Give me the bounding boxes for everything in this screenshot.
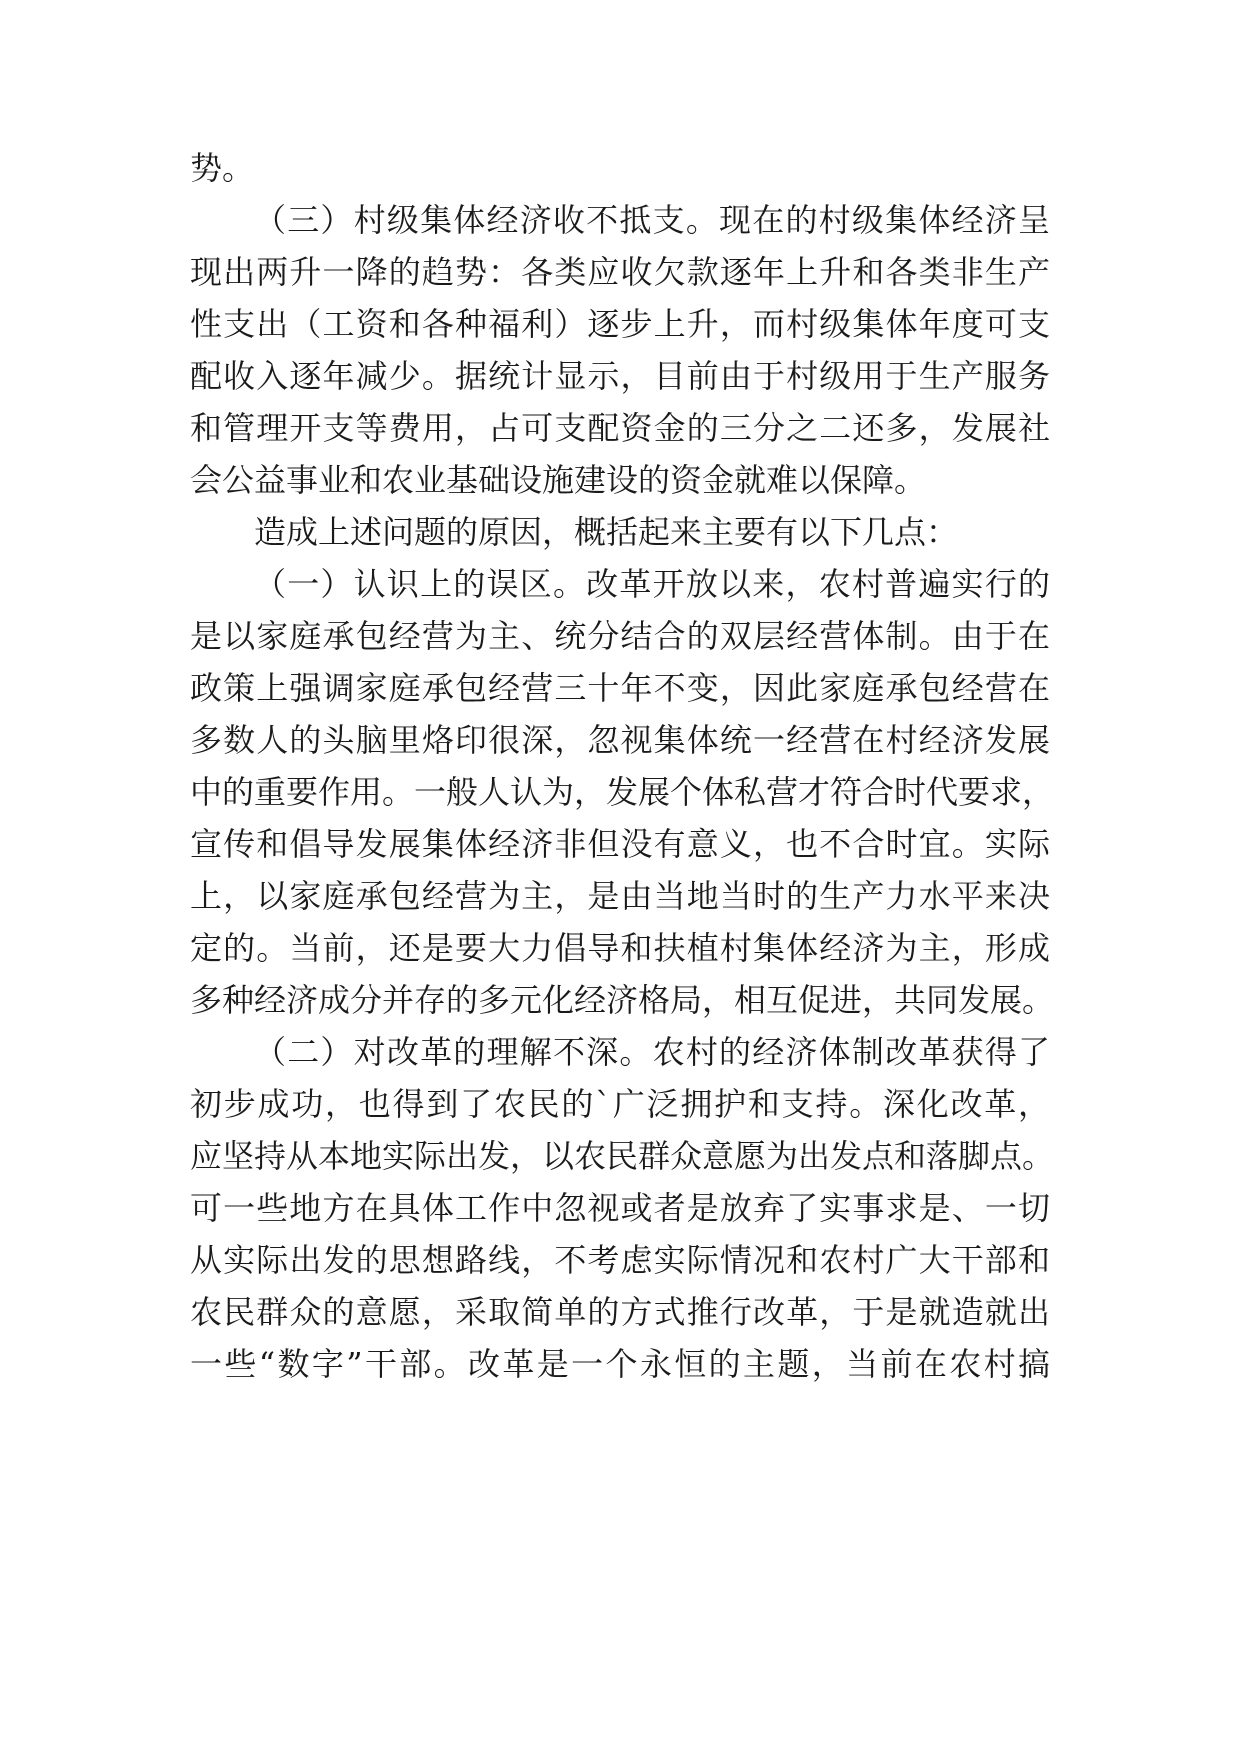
text-line: 宣传和倡导发展集体经济非但没有意义，也不合时宜。实际 <box>190 825 1050 863</box>
text-line: 多数人的头脑里烙印很深，忽视集体统一经营在村经济发展 <box>190 721 1050 759</box>
text-line: （一）认识上的误区。改革开放以来，农村普遍实行的 <box>254 565 1050 603</box>
text-line: 定的。当前，还是要大力倡导和扶植村集体经济为主，形成 <box>190 929 1050 967</box>
text-line: 会公益事业和农业基础设施建设的资金就难以保障。 <box>190 461 927 499</box>
text-line: 中的重要作用。一般人认为，发展个体私营才符合时代要求， <box>190 773 1055 811</box>
text-line: 一些“数字”干部。改革是一个永恒的主题，当前在农村搞 <box>190 1345 1050 1383</box>
text-line: 应坚持从本地实际出发，以农民群众意愿为出发点和落脚点。 <box>190 1137 1055 1175</box>
text-line: 性支出（工资和各种福利）逐步上升，而村级集体年度可支 <box>190 305 1050 343</box>
text-line: 从实际出发的思想路线，不考虑实际情况和农村广大干部和 <box>190 1241 1050 1279</box>
text-line: 初步成功，也得到了农民的`广泛拥护和支持。深化改革， <box>190 1085 1050 1123</box>
text-line: 现出两升一降的趋势：各类应收欠款逐年上升和各类非生产 <box>190 253 1050 291</box>
text-line: （二）对改革的理解不深。农村的经济体制改革获得了 <box>254 1033 1050 1071</box>
text-line: （三）村级集体经济收不抵支。现在的村级集体经济呈 <box>254 201 1050 239</box>
text-line: 上，以家庭承包经营为主，是由当地当时的生产力水平来决 <box>190 877 1050 915</box>
text-line: 造成上述问题的原因，概括起来主要有以下几点： <box>254 513 959 551</box>
text-line: 农民群众的意愿，采取简单的方式推行改革，于是就造就出 <box>190 1293 1050 1331</box>
text-line: 和管理开支等费用，占可支配资金的三分之二还多，发展社 <box>190 409 1050 447</box>
text-line: 可一些地方在具体工作中忽视或者是放弃了实事求是、一切 <box>190 1189 1050 1227</box>
text-line: 配收入逐年减少。据统计显示，目前由于村级用于生产服务 <box>190 357 1050 395</box>
text-line: 势。 <box>190 149 255 187</box>
text-line: 是以家庭承包经营为主、统分结合的双层经营体制。由于在 <box>190 617 1050 655</box>
text-line: 多种经济成分并存的多元化经济格局，相互促进，共同发展。 <box>190 981 1055 1019</box>
text-line: 政策上强调家庭承包经营三十年不变，因此家庭承包经营在 <box>190 669 1050 707</box>
